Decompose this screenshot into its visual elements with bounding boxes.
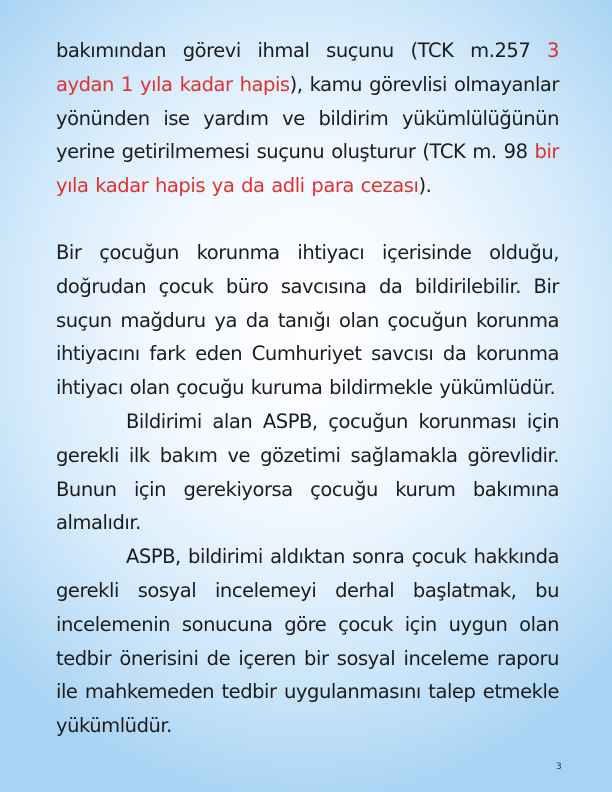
paragraph-aspb-care: Bildirimi alan ASPB, çocuğun korunması için gerekli ilk bakım ve gözetimi sağlamakla görevlidir. Bunun için gerekiyorsa çocuğu kurum bakımına almalıdır. — [56, 409, 559, 535]
text-body — [56, 34, 559, 743]
penalty-text-3: ). — [418, 174, 432, 198]
penalty-highlight-2: bir yıla kadar hapis ya da adli para cezası — [56, 140, 559, 198]
paragraph-reporting: Bir çocuğun korunma ihtiyacı içerisinde olduğu, doğrudan çocuk büro savcısına da bildirilebilir. Bir suçun mağduru ya da tanığı olan çocuğun korunma ihtiyacını fark eden Cumhuriyet savcısı da korunma ihtiyacı olan çocuğu kuruma bildirmekle yükümlüdür. — [56, 240, 559, 400]
page-number: 3 — [556, 762, 562, 772]
penalty-highlight-1: 3 aydan 1 yıla kadar hapis — [56, 39, 559, 96]
penalty-text-1: bakımından görevi ihmal suçunu (TCK m.257 — [56, 39, 548, 62]
penalty-text-2: ), kamu görevlisi olmayanlar yönünden ise yardım ve bildirim yükümlülüğünün yerine getirilmemesi suçunu oluşturur (TCK m. 98 — [56, 72, 559, 164]
paragraph-penalty — [56, 34, 559, 203]
paragraph-aspb-investigation: ASPB, bildirimi aldıktan sonra çocuk hakkında gerekli sosyal incelemeyi derhal başlatmak, bu incelemenin sonucuna göre çocuk için uygun olan tedbir önerisini de içeren bir sosyal inceleme raporu ile mahkemeden tedbir uygulanmasını talep etmekle yükümlüdür. — [56, 545, 559, 738]
